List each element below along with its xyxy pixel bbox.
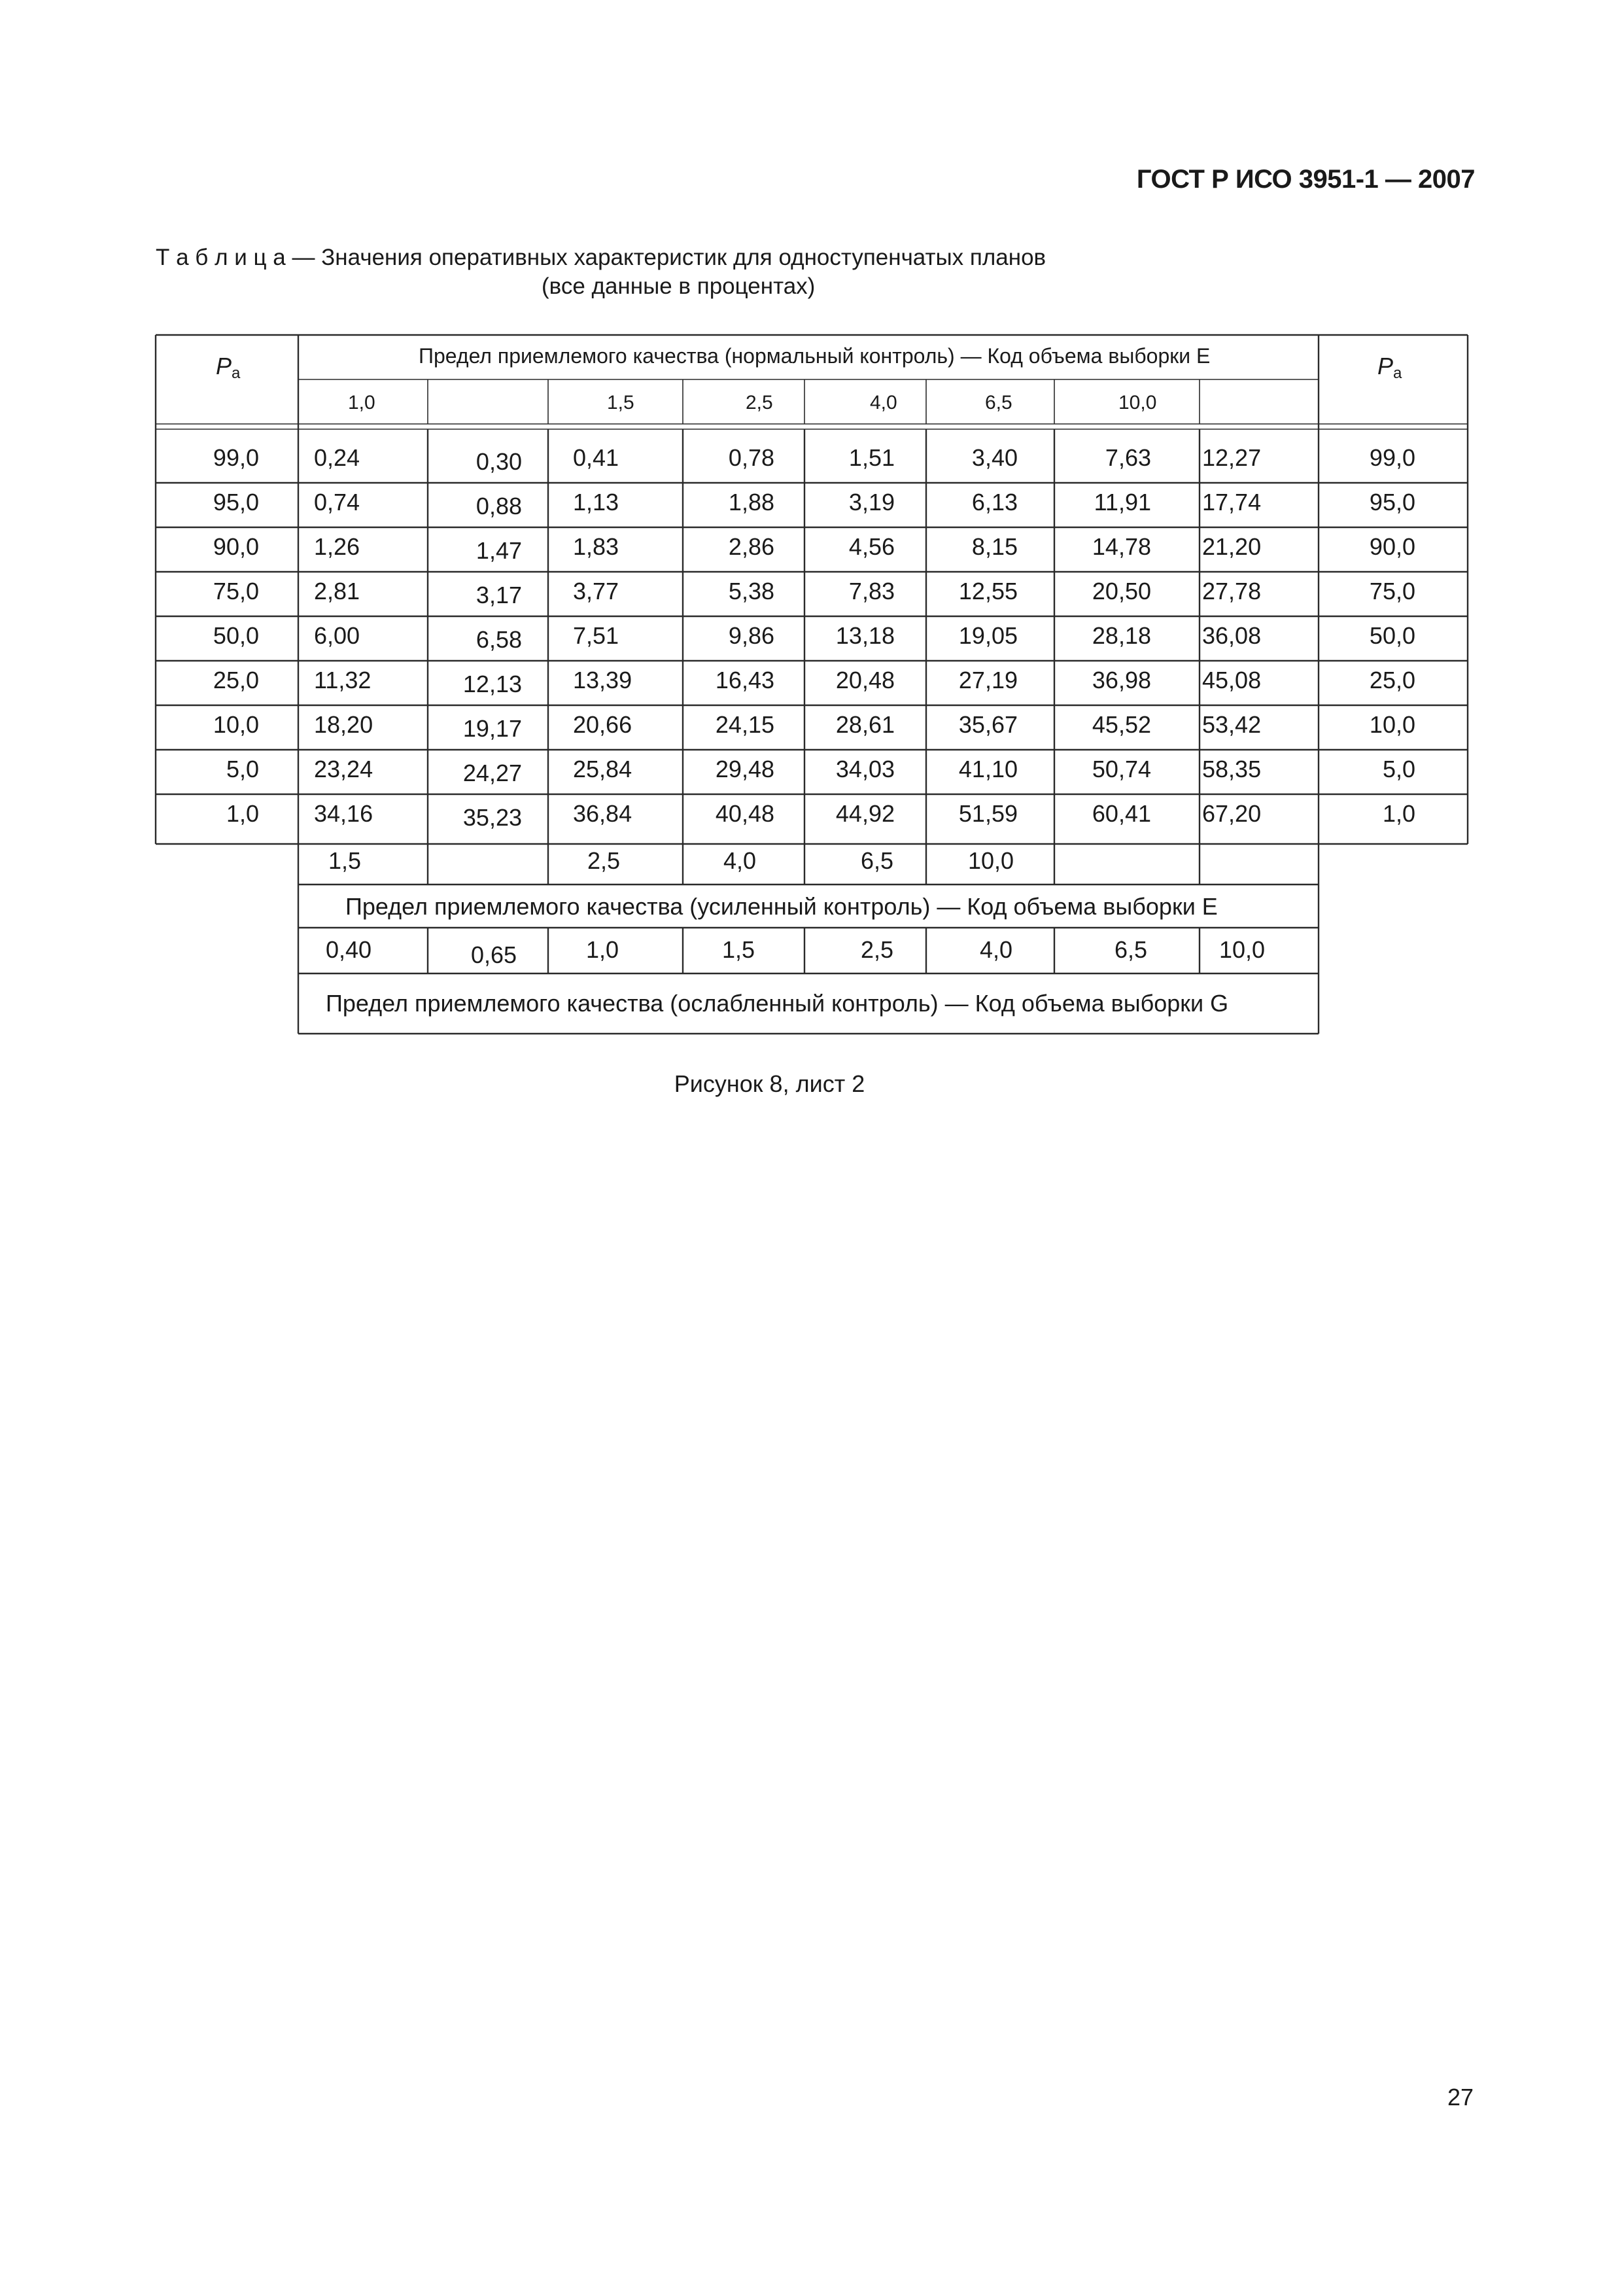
row-value: 0,74 <box>314 489 360 516</box>
reduced-aql-value: 6,5 <box>1114 936 1148 963</box>
row-value: 24,15 <box>715 711 774 738</box>
row-pa-left: 1,0 <box>226 800 259 827</box>
tightened-aql-value: 4,0 <box>723 847 757 874</box>
row-pa-left: 5,0 <box>226 756 259 782</box>
row-value: 20,50 <box>1092 578 1151 604</box>
row-pa-right: 90,0 <box>1369 533 1415 560</box>
row-value: 18,20 <box>314 711 373 738</box>
row-pa-right: 5,0 <box>1382 756 1415 782</box>
row-value: 11,91 <box>1094 489 1151 516</box>
row-value: 0,78 <box>728 444 774 471</box>
reduced-aql-value: 10,0 <box>1219 936 1266 963</box>
row-value: 28,18 <box>1092 622 1151 649</box>
row-value: 1,83 <box>573 533 619 560</box>
row-value: 19,17 <box>462 715 522 742</box>
row-value: 0,30 <box>475 448 522 475</box>
row-value: 1,26 <box>314 533 360 560</box>
row-value: 44,92 <box>835 800 895 827</box>
row-pa-left: 99,0 <box>213 444 259 471</box>
normal-aql-value: 6,5 <box>985 392 1012 413</box>
row-value: 27,19 <box>958 667 1018 693</box>
row-value: 0,41 <box>573 444 619 471</box>
row-value: 53,42 <box>1202 711 1262 738</box>
row-value: 24,27 <box>462 760 522 786</box>
row-value: 36,98 <box>1092 667 1151 693</box>
row-value: 3,19 <box>848 489 895 516</box>
row-pa-left: 25,0 <box>213 667 259 693</box>
row-value: 12,27 <box>1202 444 1262 471</box>
row-pa-right: 99,0 <box>1369 444 1415 471</box>
reduced-aql-value: 1,5 <box>722 936 755 963</box>
row-value: 1,88 <box>728 489 774 516</box>
tightened-aql-value: 2,5 <box>587 847 621 874</box>
row-value: 35,23 <box>462 804 522 831</box>
row-value: 1,51 <box>848 444 895 471</box>
row-value: 3,40 <box>971 444 1018 471</box>
row-value: 12,13 <box>462 671 522 697</box>
normal-aql-value: 10,0 <box>1118 392 1157 413</box>
row-value: 20,48 <box>835 667 895 693</box>
row-value: 7,51 <box>573 622 619 649</box>
row-value: 14,78 <box>1092 533 1151 560</box>
row-value: 28,61 <box>835 711 895 738</box>
figure-caption: Рисунок 8, лист 2 <box>674 1070 865 1097</box>
row-value: 2,86 <box>728 533 774 560</box>
row-value: 3,77 <box>573 578 619 604</box>
row-value: 4,56 <box>848 533 895 560</box>
row-pa-right: 75,0 <box>1369 578 1415 604</box>
table-caption-line1: Т а б л и ц а — Значения оперативных характеристик для одноступенчатых планов <box>156 245 1046 270</box>
normal-aql-value: 1,0 <box>348 392 375 413</box>
tightened-aql-value: 6,5 <box>861 847 894 874</box>
pa-header-left: $P_a$ <box>216 353 241 382</box>
page-number: 27 <box>1447 2084 1474 2111</box>
row-value: 40,48 <box>715 800 774 827</box>
reduced-aql-value: 4,0 <box>980 936 1013 963</box>
normal-control-header: Предел приемлемого качества (нормальный контроль) — Код объема выборки E <box>419 344 1211 368</box>
row-value: 21,20 <box>1202 533 1262 560</box>
reduced-aql-value: 1,0 <box>586 936 619 963</box>
row-value: 16,43 <box>715 667 774 693</box>
row-value: 34,16 <box>314 800 373 827</box>
reduced-aql-value: 0,65 <box>471 941 517 968</box>
tightened-aql-value: 1,5 <box>328 847 362 874</box>
row-pa-right: 25,0 <box>1369 667 1415 693</box>
normal-aql-value: 4,0 <box>870 392 897 413</box>
row-value: 11,32 <box>314 667 371 693</box>
row-value: 0,88 <box>475 493 522 519</box>
row-value: 50,74 <box>1092 756 1151 782</box>
row-value: 6,00 <box>314 622 360 649</box>
row-value: 5,38 <box>728 578 774 604</box>
row-value: 9,86 <box>728 622 774 649</box>
row-value: 34,03 <box>835 756 895 782</box>
row-value: 0,24 <box>314 444 360 471</box>
row-value: 7,83 <box>848 578 895 604</box>
normal-aql-value: 2,5 <box>746 392 773 413</box>
row-value: 45,08 <box>1202 667 1262 693</box>
row-value: 1,13 <box>573 489 619 516</box>
row-pa-right: 10,0 <box>1369 711 1415 738</box>
row-pa-right: 1,0 <box>1382 800 1415 827</box>
reduced-control-label: Предел приемлемого качества (ослабленный контроль) — Код объема выборки G <box>326 990 1229 1017</box>
row-value: 67,20 <box>1202 800 1262 827</box>
row-value: 35,67 <box>958 711 1018 738</box>
row-pa-left: 10,0 <box>213 711 259 738</box>
row-value: 51,59 <box>958 800 1018 827</box>
row-value: 19,05 <box>958 622 1018 649</box>
row-value: 3,17 <box>475 582 522 608</box>
row-value: 7,63 <box>1105 444 1151 471</box>
tightened-control-label: Предел приемлемого качества (усиленный контроль) — Код объема выборки E <box>345 893 1218 920</box>
row-value: 58,35 <box>1202 756 1262 782</box>
row-value: 45,52 <box>1092 711 1151 738</box>
row-pa-left: 95,0 <box>213 489 259 516</box>
row-value: 25,84 <box>573 756 632 782</box>
row-pa-left: 50,0 <box>213 622 259 649</box>
row-value: 36,84 <box>573 800 632 827</box>
row-value: 6,13 <box>971 489 1018 516</box>
row-value: 20,66 <box>573 711 632 738</box>
row-value: 41,10 <box>958 756 1018 782</box>
row-value: 36,08 <box>1202 622 1262 649</box>
row-value: 23,24 <box>314 756 373 782</box>
table-caption-line2: (все данные в процентах) <box>542 273 816 299</box>
row-value: 29,48 <box>715 756 774 782</box>
pa-header-right: $P_a$ <box>1377 353 1402 382</box>
reduced-aql-value: 2,5 <box>861 936 894 963</box>
row-pa-left: 75,0 <box>213 578 259 604</box>
document-id: ГОСТ Р ИСО 3951-1 — 2007 <box>1136 165 1475 194</box>
tightened-aql-value: 10,0 <box>968 847 1014 874</box>
row-value: 8,15 <box>971 533 1018 560</box>
row-pa-left: 90,0 <box>213 533 259 560</box>
row-value: 13,39 <box>573 667 632 693</box>
row-value: 12,55 <box>958 578 1018 604</box>
normal-aql-value: 1,5 <box>607 392 634 413</box>
row-value: 2,81 <box>314 578 360 604</box>
row-value: 27,78 <box>1202 578 1262 604</box>
row-value: 1,47 <box>475 537 522 564</box>
row-value: 6,58 <box>475 626 522 653</box>
row-value: 13,18 <box>835 622 895 649</box>
row-pa-right: 95,0 <box>1369 489 1415 516</box>
row-pa-right: 50,0 <box>1369 622 1415 649</box>
row-value: 60,41 <box>1092 800 1151 827</box>
reduced-aql-value: 0,40 <box>326 936 372 963</box>
row-value: 17,74 <box>1202 489 1262 516</box>
